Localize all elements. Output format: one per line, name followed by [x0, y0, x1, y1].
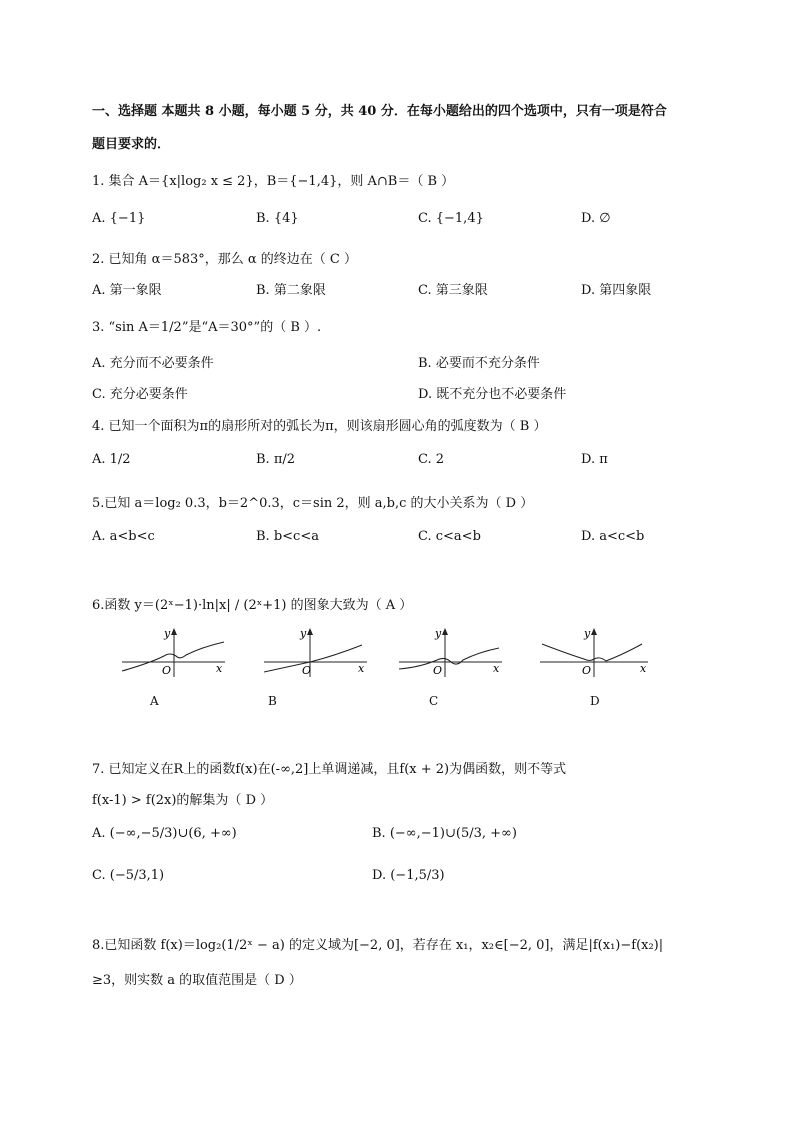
question-7-option-b: B. (−∞,−1)∪(5/3, +∞) [372, 826, 517, 841]
question-8-stem: 8.已知函数 f(x)＝log₂(1/2ˣ − a) 的定义域为[−2, 0]，若存在 x₁，x₂∈[−2, 0]，满足|f(x₁)−f(x₂)| [92, 938, 664, 953]
question-3-option-c: C. 充分必要条件 [92, 387, 188, 402]
question-1-stem: 1. 集合 A＝{x|log₂ x ≤ 2}，B＝{−1,4}，则 A∩B＝（ B ） [92, 174, 455, 189]
question-3-stem: 3. “sin A＝1/2”是“A＝30°”的（ B ）. [92, 320, 322, 335]
question-4-option-b: B. π/2 [256, 452, 296, 467]
graph-d-label: D [590, 694, 600, 708]
question-3-option-a: A. 充分而不必要条件 [92, 356, 214, 371]
origin-label: O [582, 664, 592, 677]
curve [542, 644, 642, 661]
question-1-option-b: B. {4} [256, 211, 299, 226]
question-4-option-d: D. π [581, 452, 608, 467]
question-3-option-b: B. 必要而不充分条件 [418, 356, 540, 371]
y-axis-arrow-icon [591, 628, 597, 635]
y-axis-label: y [300, 627, 307, 640]
question-5-option-a: A. a<b<c [92, 529, 155, 544]
y-axis-arrow-icon [307, 628, 313, 635]
graph-b-label: B [268, 694, 277, 708]
y-axis-label: y [164, 627, 171, 640]
x-axis-label: x [640, 662, 647, 675]
graph-b [262, 625, 372, 680]
question-4-option-a: A. 1/2 [92, 452, 131, 467]
graph-c-label: C [429, 694, 439, 708]
question-7-stem: 7. 已知定义在R上的函数f(x)在(-∞,2]上单调递减，且f(x + 2)为偶函数，则不等式 [92, 762, 567, 777]
graph-c [397, 625, 507, 680]
x-axis-label: x [358, 662, 365, 675]
curve [264, 645, 362, 672]
section-heading: 一、选择题 本题共 8 小题，每小题 5 分，共 40 分．在每小题给出的四个选项中，只有一项是符合 [92, 104, 667, 119]
origin-label: O [433, 664, 443, 677]
question-7-stem-continued: f(x-1) > f(2x)的解集为（ D ） [92, 793, 274, 808]
question-4-option-c: C. 2 [418, 452, 445, 467]
question-4-stem: 4. 已知一个面积为π的扇形所对的弧长为π，则该扇形圆心角的弧度数为（ B ） [92, 419, 547, 434]
section-heading-continued: 题目要求的． [92, 137, 171, 152]
question-2-option-c: C. 第三象限 [418, 283, 488, 298]
question-1-option-d: D. ∅ [581, 211, 611, 226]
question-1-option-c: C. {−1,4} [418, 211, 484, 226]
x-axis-label: x [216, 662, 223, 675]
question-5-option-b: B. b<c<a [256, 529, 319, 544]
question-6-stem: 6.函数 y＝(2ˣ−1)·ln|x| / (2ˣ+1) 的图象大致为（ A ） [92, 598, 413, 613]
question-5-option-d: D. a<c<b [581, 529, 645, 544]
graph-a-label: A [150, 694, 159, 708]
y-axis-label: y [584, 627, 591, 640]
question-5-option-c: C. c<a<b [418, 529, 481, 544]
question-2-option-b: B. 第二象限 [256, 283, 326, 298]
curve [122, 642, 224, 671]
question-2-stem: 2. 已知角 α＝583°，那么 α 的终边在（ C ） [92, 252, 358, 267]
origin-label: O [302, 664, 312, 677]
question-8-stem-continued: ≥3，则实数 a 的取值范围是（ D ） [92, 973, 302, 988]
graph-d [538, 625, 653, 680]
graph-a [120, 625, 230, 680]
question-7-option-d: D. (−1,5/3) [372, 868, 445, 883]
y-axis-arrow-icon [171, 628, 177, 635]
origin-label: O [162, 664, 172, 677]
question-7-option-c: C. (−5/3,1) [92, 868, 165, 883]
x-axis-label: x [493, 662, 500, 675]
question-3-option-d: D. 既不充分也不必要条件 [418, 387, 567, 402]
question-5-stem: 5.已知 a＝log₂ 0.3，b＝2^0.3，c＝sin 2，则 a,b,c 的大小关系为（ D ） [92, 496, 534, 511]
curve [399, 648, 499, 669]
y-axis-arrow-icon [442, 628, 448, 635]
question-2-option-a: A. 第一象限 [92, 283, 162, 298]
question-7-option-a: A. (−∞,−5/3)∪(6, +∞) [92, 826, 237, 841]
y-axis-label: y [435, 627, 442, 640]
question-2-option-d: D. 第四象限 [581, 283, 652, 298]
question-1-option-a: A. {−1} [92, 211, 146, 226]
